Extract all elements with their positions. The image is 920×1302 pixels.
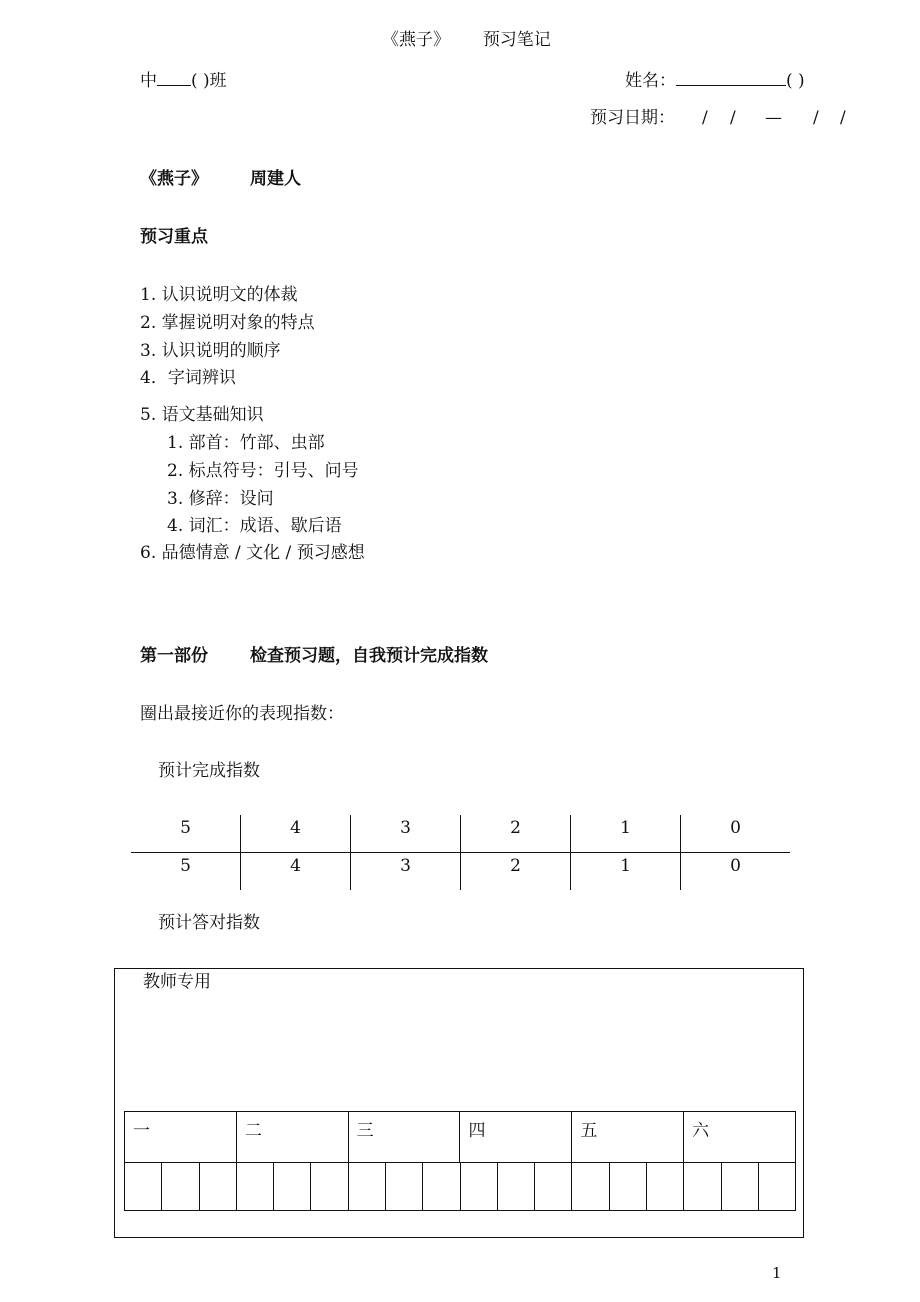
completion-option-3[interactable]: 3 xyxy=(351,815,461,852)
score-cell[interactable] xyxy=(200,1163,237,1211)
lesson-author: 周建人 xyxy=(250,169,301,189)
completion-option-5[interactable]: 5 xyxy=(131,815,241,852)
focus-item-6: 6. 品德情意 / 文化 / 预习感想 xyxy=(140,543,365,563)
date-mark-1: / xyxy=(702,108,708,128)
date-mark-2: / xyxy=(730,108,736,128)
focus-subitem-1: 1. 部首：竹部、虫部 xyxy=(167,433,325,453)
date-mark-4: / xyxy=(813,108,819,128)
doc-title xyxy=(382,32,551,49)
name-paren: ( ) xyxy=(786,71,805,91)
focus-heading: 预习重点 xyxy=(140,227,208,247)
score-cell[interactable] xyxy=(461,1163,498,1211)
completion-option-2[interactable]: 2 xyxy=(461,815,571,852)
page-number: 1 xyxy=(772,1264,782,1282)
focus-subitem-3: 3. 修辞：设问 xyxy=(167,489,274,509)
score-cell[interactable] xyxy=(162,1163,199,1211)
score-cell[interactable] xyxy=(684,1163,721,1211)
score-cell[interactable] xyxy=(349,1163,386,1211)
class-blank[interactable] xyxy=(157,71,191,86)
score-cell[interactable] xyxy=(423,1163,460,1211)
focus-item-1: 1. 认识说明文的体裁 xyxy=(140,285,298,305)
score-grid-body xyxy=(125,1163,795,1211)
section-header-3: 三 xyxy=(349,1112,461,1162)
completion-option-0[interactable]: 0 xyxy=(730,818,741,838)
section-header-4: 四 xyxy=(460,1112,572,1162)
score-cell[interactable] xyxy=(274,1163,311,1211)
class-suffix: ( )班 xyxy=(191,71,227,91)
correct-option-3[interactable]: 3 xyxy=(351,853,461,890)
focus-item-2: 2. 掌握说明对象的特点 xyxy=(140,313,315,333)
name-line xyxy=(625,71,805,90)
correct-label: 预计答对指数 xyxy=(158,913,260,933)
doc-subtitle: 预习笔记 xyxy=(482,30,551,50)
correct-option-2[interactable]: 2 xyxy=(461,853,571,890)
class-line xyxy=(140,71,227,90)
score-cell[interactable] xyxy=(237,1163,274,1211)
part1-instruction: 圈出最接近你的表现指数： xyxy=(140,704,344,724)
part1-label: 第一部份 xyxy=(140,646,208,666)
doc-title-text: 《燕子》 xyxy=(382,30,450,50)
completion-option-1[interactable]: 1 xyxy=(571,815,681,852)
correct-option-0[interactable]: 0 xyxy=(730,856,741,876)
lesson-title: 《燕子》 xyxy=(140,169,208,189)
focus-subitem-2: 2. 标点符号：引号、问号 xyxy=(167,461,359,481)
completion-option-4[interactable]: 4 xyxy=(241,815,351,852)
correct-option-5[interactable]: 5 xyxy=(131,853,241,890)
section-header-6: 六 xyxy=(692,1121,710,1141)
section-header-5: 五 xyxy=(572,1112,684,1162)
teacher-label: 教师专用 xyxy=(143,972,211,992)
date-mark-3: — xyxy=(765,108,782,128)
focus-item-3: 3. 认识说明的顺序 xyxy=(140,341,281,361)
name-blank[interactable] xyxy=(676,71,786,86)
rating-table xyxy=(131,815,790,889)
class-prefix: 中 xyxy=(140,71,157,91)
score-cell[interactable] xyxy=(125,1163,162,1211)
date-label: 预习日期： xyxy=(590,108,675,128)
score-grid-header xyxy=(125,1112,795,1163)
section-header-2: 二 xyxy=(237,1112,349,1162)
focus-subitem-4: 4. 词汇：成语、歇后语 xyxy=(167,516,342,536)
section-header-1: 一 xyxy=(125,1112,237,1162)
date-mark-5: / xyxy=(840,108,846,128)
focus-item-4: 4．字词辨识 xyxy=(140,368,236,388)
date-line xyxy=(590,110,675,127)
score-cell[interactable] xyxy=(647,1163,684,1211)
correct-row xyxy=(131,852,790,890)
part1-title: 检查预习题，自我预计完成指数 xyxy=(250,646,488,666)
name-label: 姓名： xyxy=(625,71,676,91)
score-cell[interactable] xyxy=(759,1163,795,1211)
score-cell[interactable] xyxy=(386,1163,423,1211)
score-cell[interactable] xyxy=(498,1163,535,1211)
score-cell[interactable] xyxy=(722,1163,759,1211)
correct-option-1[interactable]: 1 xyxy=(571,853,681,890)
score-cell[interactable] xyxy=(311,1163,348,1211)
completion-label: 预计完成指数 xyxy=(158,761,260,781)
score-cell[interactable] xyxy=(535,1163,572,1211)
focus-item-5: 5. 语文基础知识 xyxy=(140,405,264,425)
score-grid xyxy=(124,1111,796,1211)
correct-option-4[interactable]: 4 xyxy=(241,853,351,890)
completion-row xyxy=(131,815,790,852)
score-cell[interactable] xyxy=(572,1163,609,1211)
score-cell[interactable] xyxy=(610,1163,647,1211)
